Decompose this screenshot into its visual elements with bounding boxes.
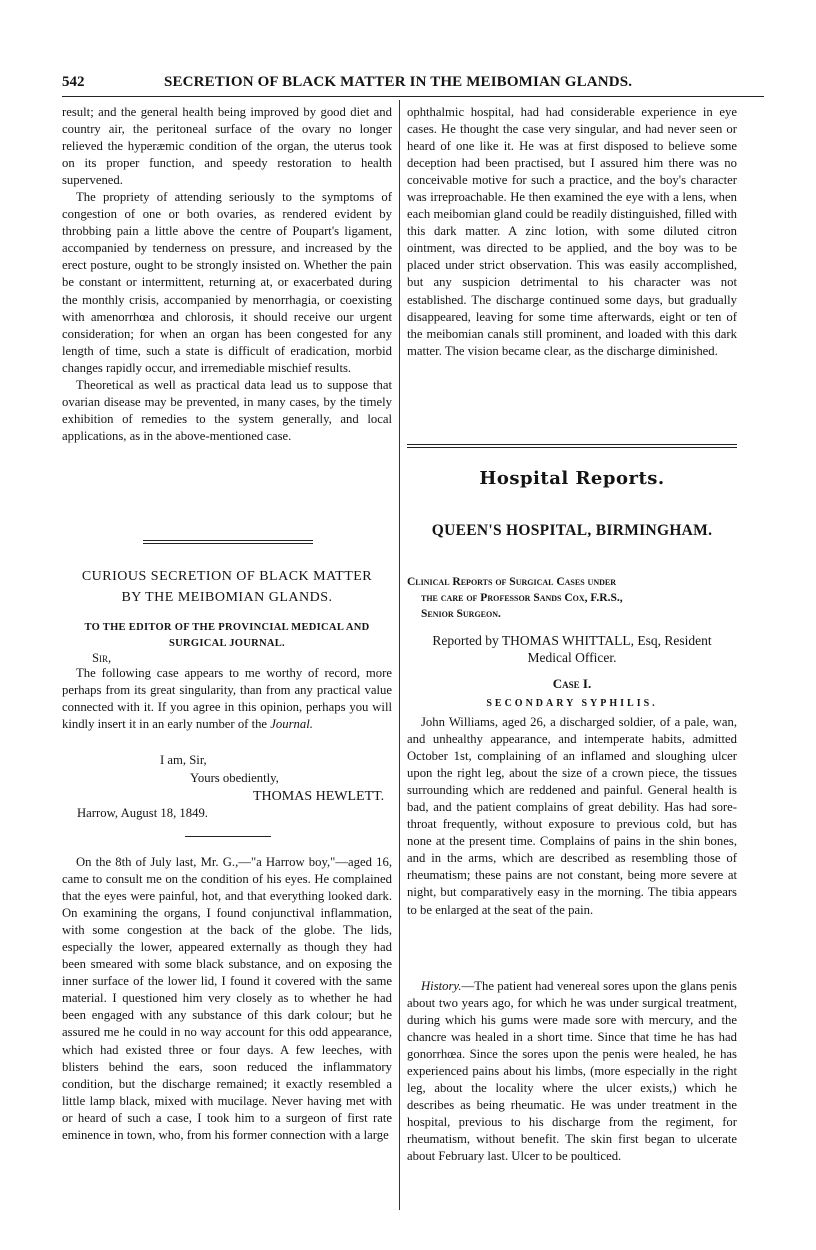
- clinical-reports-heading: [407, 574, 737, 622]
- paragraph: On the 8th of July last, Mr. G.,—"a Harrow boy,"—aged 16, came to consult me on the condition of his eyes. He complained that the eyes were painful, hot, and that everything looked dark. On examining the organs, I found conjunctival inflammation, with some congestion at the back of the globe. The lids, especially the lower, appeared externally as though they had been smeared with some black substance, and on exposing the inner surface of the lower lid, I found it covered with the same material. I questioned him very closely as to whether he had been engaged with any substance of this dark colour; but he assured me he could in no way account for this odd appearance, which had existed three or four days. A few leeches, with blisters behind the ears, soon reduced the inflammatory condition, but the discharge remained; it exactly resembled a little lamp black, mixed with mucilage. Never having met with or heard of such a case, I took him to a surgeon of first rate eminence in town, who, from his former connection with a large: [62, 855, 392, 1142]
- double-rule: [143, 540, 313, 544]
- paragraph: Theoretical as well as practical data lead us to suppose that ovarian disease may be prevented, in many cases, by the timely exhibition of remedies to the system generally, and local applications, as in the above-mentioned case.: [62, 377, 392, 443]
- page-number: 542: [62, 74, 85, 90]
- reported-by: [407, 632, 737, 666]
- to-editor-line: TO THE EDITOR OF THE PROVINCIAL MEDICAL AND: [84, 622, 370, 633]
- history-section: [407, 978, 737, 1166]
- right-column-continuation: [407, 104, 737, 360]
- paragraph: The propriety of attending seriously to the symptoms of congestion of one or both ovaries, as rendered evident by throbbing pain a little above the centre of Poupart's ligament, accompanied by tenderness on pressure, and increased by the erect posture, ought to be strongly insisted on. Whether the pain be constant or intermittent, returning at, or exacerbated during the monthly crisis, accompanied by menorrhagia, or coexisting with amenorrhœa and chlorosis, it should receive our urgent consideration; for when an organ has been congested for any length of time, such a state is difficult of eradication, morbid changes rapidly occur, and irremediable mischief results.: [62, 190, 392, 375]
- header-rule: [62, 96, 764, 97]
- clinical-line: the care of Professor Sands Cox, F.R.S.,: [421, 592, 623, 604]
- left-column-continuation: [62, 104, 392, 445]
- case-description: [407, 714, 737, 919]
- paragraph: John Williams, aged 26, a discharged soldier, of a pale, wan, and unhealthy appearance, and intemperate habits, admitted October 1st, complaining of an inflamed and sloughing ulcer upon the right leg, about the size of a crown piece, the tissues surrounding which are reddened and painful. General health is bad, and the patient complains of great debility. Has had sore-throat frequently, without exposure to previous cold, but has none at the present time. Complains of pains in the shin bones, and in the arms, which are described as resembling those of rheumatism; these pains are not constant, being more severe at night, but comparatively easy in the morning. The tibia appears to be enlarged at the seat of the pain.: [407, 715, 737, 917]
- salutation: Sir,: [92, 651, 112, 665]
- article-title: [62, 566, 392, 608]
- history-text: —The patient had venereal sores upon the glans penis about two years ago, for which he was under surgical treatment, during which his gums were made sore with mercury, and the chancre was healed in a short time. Since that time he has had gonorrhœa. Since the sores upon the penis were healed, he has experienced pains about his limbs, (more especially in the right leg, about the locality where the ulcer exists,) which he describes as being rheumatic. He was under treatment in the hospital, previous to his discharge from the regiment, for rheumatism, without benefit. The skin first began to ulcerate about February last. Ulcer to be poulticed.: [407, 979, 737, 1164]
- article-title-line: BY THE MEIBOMIAN GLANDS.: [121, 590, 333, 605]
- letter-text: The following case appears to me worthy of record, more perhaps from its great singularity, than from any practical value connected with it. If you agree in this opinion, perhaps you will kindly insert it in an early number of the: [62, 666, 392, 732]
- yours-obediently: Yours obediently,: [190, 771, 279, 785]
- running-head: SECRETION OF BLACK MATTER IN THE MEIBOMIAN GLANDS.: [164, 74, 633, 90]
- column-divider: [399, 100, 400, 1210]
- history-label: History.: [421, 979, 462, 993]
- paragraph: result; and the general health being improved by good diet and country air, the peritoneal surface of the ovary no longer relieved the hyperæmic condition of the organ, the uterus took on its proper function, and speedy restoration to health supervened.: [62, 105, 392, 188]
- letter-body: [62, 665, 392, 733]
- case-label: Case I.: [552, 676, 592, 691]
- diagnosis-heading: SECONDARY SYPHILIS.: [486, 698, 658, 709]
- letter-signature: THOMAS HEWLETT.: [253, 789, 385, 804]
- reported-line: Medical Officer.: [527, 650, 617, 665]
- to-editor-heading: [62, 620, 392, 652]
- hospital-name: QUEEN'S HOSPITAL, BIRMINGHAM.: [431, 522, 713, 539]
- section-double-rule: [407, 444, 737, 448]
- to-editor-line: SURGICAL JOURNAL.: [169, 638, 285, 649]
- reported-line: Reported by THOMAS WHITTALL, Esq, Resident: [432, 633, 712, 648]
- clinical-line: Senior Surgeon.: [421, 608, 501, 620]
- place-date: Harrow, August 18, 1849.: [77, 806, 208, 820]
- paragraph: ophthalmic hospital, had had considerable experience in eye cases. He thought the case very singular, and had never seen or heard of one like it. He was at first disposed to believe some deception had been practised, but I assured him there was no conceivable motive for such a practice, and the boy's character was irreproachable. He then examined the eye with a lens, when each meibomian gland could be readily distinguished, filled with this dark matter. A zinc lotion, with some diluted citron ointment, was directed to be applied, and the boy was to be placed under strict observation. This was easily accomplished, but any suspicion detrimental to his character was not established. The discharge continued some days, but gradually disappeared, leaving for some time afterwards, eight or ten of the meibomian canals still prominent, and loaded with this dark matter. The vision became clear, as the discharge diminished.: [407, 105, 737, 358]
- section-title: Hospital Reports.: [479, 468, 665, 489]
- article-title-line: CURIOUS SECRETION OF BLACK MATTER: [81, 569, 373, 584]
- short-rule: [185, 836, 271, 837]
- case-account: [62, 854, 392, 1144]
- journal-name: Journal.: [270, 717, 313, 732]
- clinical-line: Clinical Reports of Surgical Cases under: [407, 576, 616, 588]
- page-header: [62, 74, 762, 96]
- sign-off: I am, Sir,: [160, 753, 207, 767]
